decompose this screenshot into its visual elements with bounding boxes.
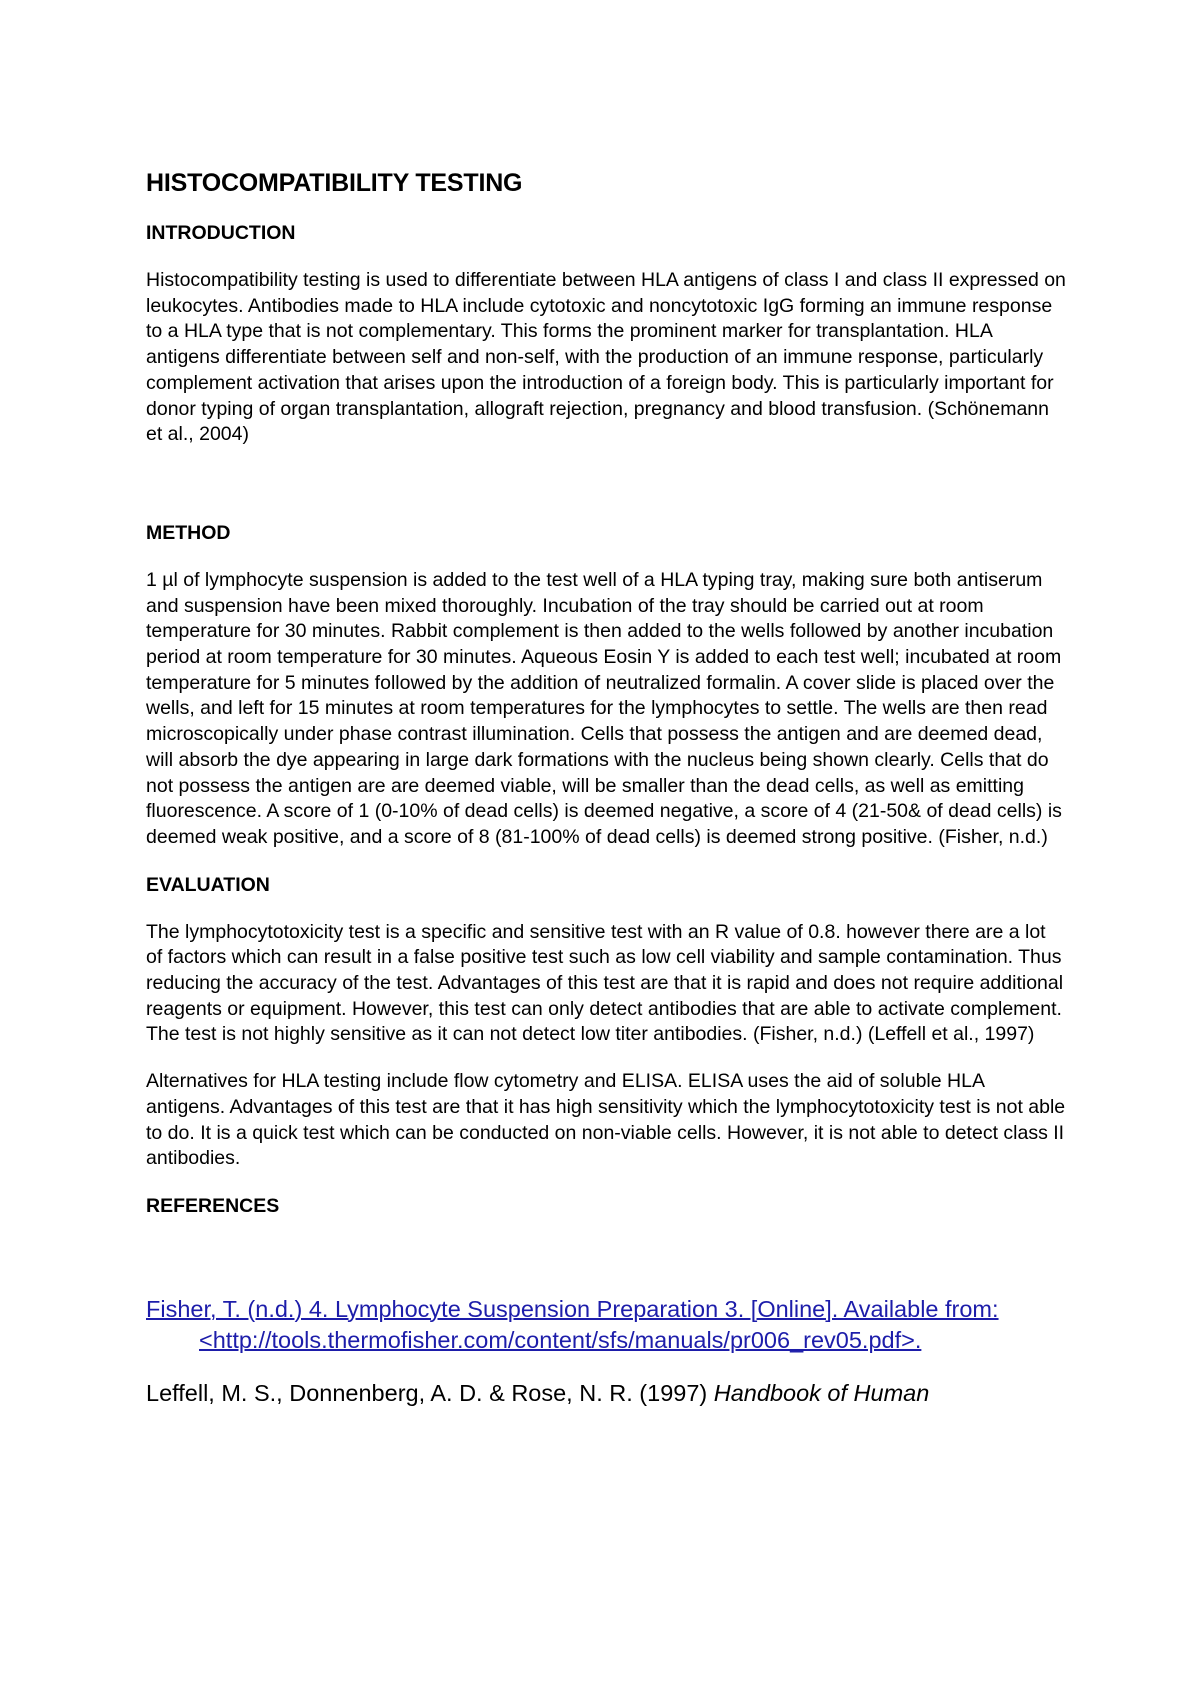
method-heading: METHOD — [146, 521, 231, 544]
reference-fisher — [146, 1294, 1066, 1356]
method-paragraph: 1 µl of lymphocyte suspension is added to the test well of a HLA typing tray, making sure both antiserum and suspension have been mixed thoroughly. Incubation of the tray should be carried out at room temperature for 30 minutes. Rabbit complement is then added to the wells followed by another incubation period at room temperature for 30 minutes. Aqueous Eosin Y is added to each test well; incubated at room temperature for 5 minutes followed by the addition of neutralized formalin. A cover slide is placed over the wells, and left for 15 minutes at room temperatures for the lymphocytes to settle. The wells are then read microscopically under phase contrast illumination. Cells that possess the antigen and are deemed dead, will absorb the dye appearing in large dark formations with the nucleus being shown clearly. Cells that do not possess the antigen are are deemed viable, will be smaller than the dead cells, as well as emitting fluorescence. A score of 1 (0-10% of dead cells) is deemed negative, a score of 4 (21-50& of dead cells) is deemed weak positive, and a score of 8 (81-100% of dead cells) is deemed strong positive. (Fisher, n.d.) — [146, 568, 1062, 848]
references-list — [146, 1294, 1066, 1409]
reference-fisher-link[interactable]: Fisher, T. (n.d.) 4. Lymphocyte Suspension Preparation 3. [Online]. Available from: <http://tools.thermofisher.com/content/sfs/manuals/pr006_rev05.pdf>. — [146, 1295, 999, 1353]
document-page — [146, 160, 1066, 1409]
introduction-paragraph: Histocompatibility testing is used to differentiate between HLA antigens of class I and class II expressed on leukocytes. Antibodies made to HLA include cytotoxic and noncytotoxic IgG forming an immune response to a HLA type that is not complementary. This forms the prominent marker for transplantation. HLA antigens differentiate between self and non-self, with the production of an immune response, particularly complement activation that arises upon the introduction of a foreign body. This is particularly important for donor typing of organ transplantation, allograft rejection, pregnancy and blood transfusion. (Schönemann et al., 2004) — [146, 269, 1066, 446]
reference-leffell-title: Handbook of Human — [713, 1379, 930, 1406]
reference-leffell-authors: Leffell, M. S., Donnenberg, A. D. & Rose, N. R. (1997) — [146, 1379, 714, 1406]
reference-leffell — [146, 1378, 1066, 1409]
evaluation-paragraph-1: The lymphocytotoxicity test is a specific and sensitive test with an R value of 0.8. however there are a lot of factors which can result in a false positive test such as low cell viability and sample contamination. Thus reducing the accuracy of the test. Advantages of this test are that it is rapid and does not require additional reagents or equipment. However, this test can only detect antibodies that are able to activate complement. The test is not highly sensitive as it can not detect low titer antibodies. (Fisher, n.d.) (Leffell et al., 1997) — [146, 920, 1064, 1046]
document-title: HISTOCOMPATIBILITY TESTING — [146, 169, 523, 197]
references-heading: REFERENCES — [146, 1194, 280, 1217]
evaluation-heading: EVALUATION — [146, 873, 270, 896]
introduction-heading: INTRODUCTION — [146, 222, 296, 244]
evaluation-paragraph-2: Alternatives for HLA testing include flow cytometry and ELISA. ELISA uses the aid of soluble HLA antigens. Advantages of this test are that it has high sensitivity which the lymphocytotoxicity test is not able to do. It is a quick test which can be conducted on non-viable cells. However, it is not able to detect class II antibodies. — [146, 1070, 1066, 1170]
